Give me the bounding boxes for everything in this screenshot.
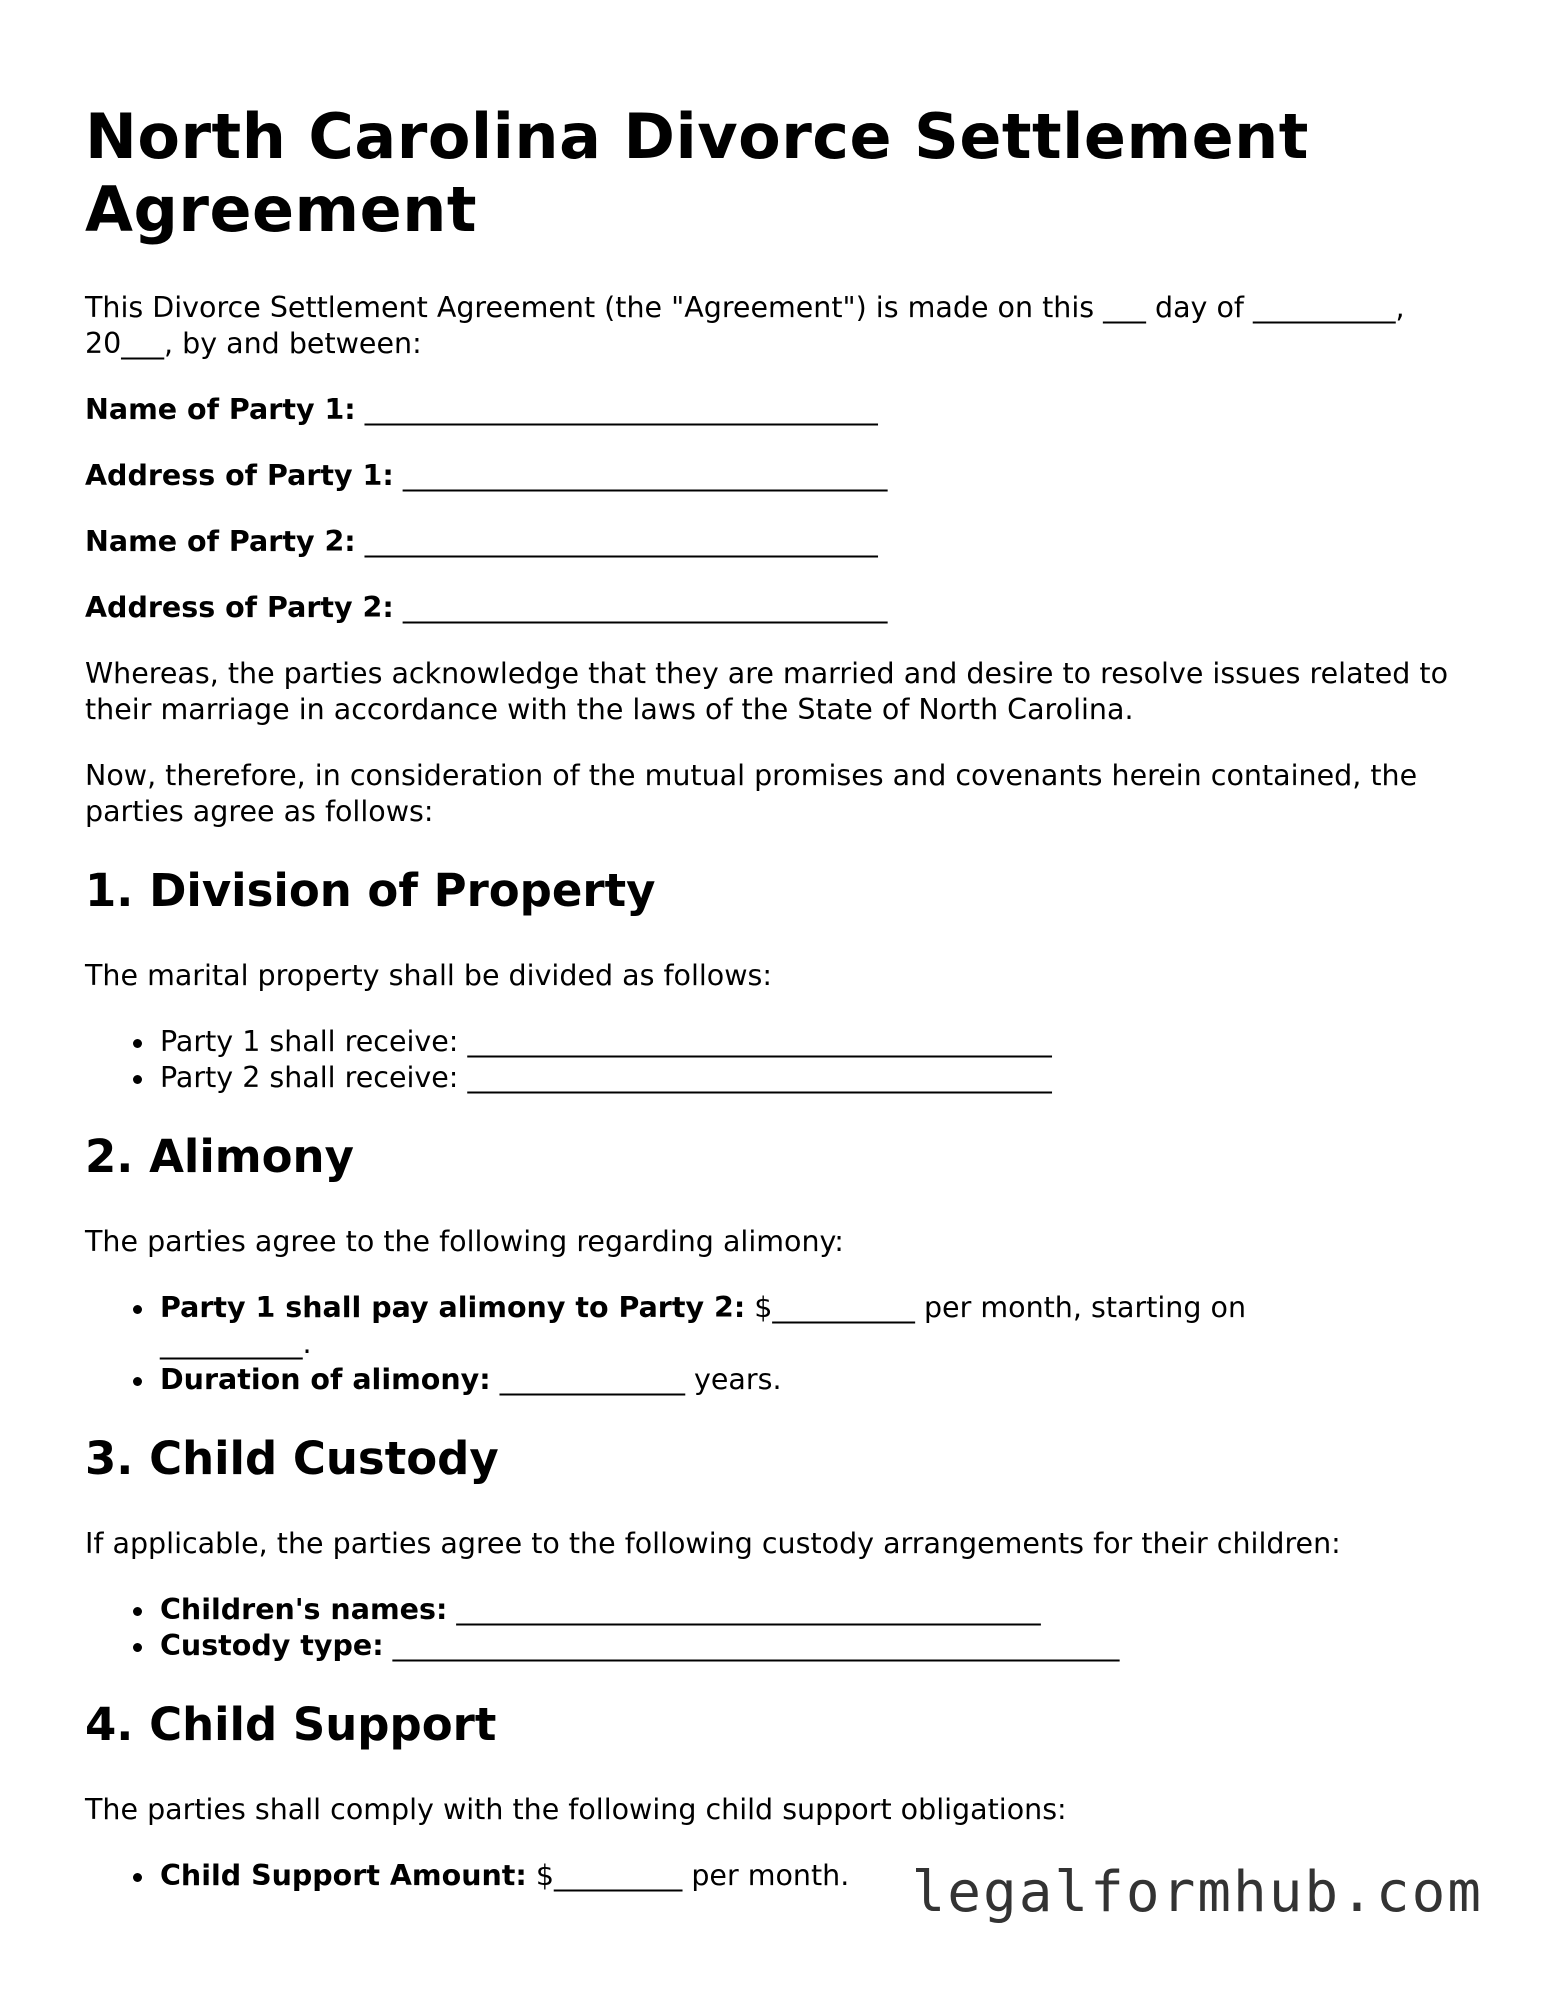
section-alimony-text: The parties agree to the following regarding alimony: — [85, 1225, 844, 1258]
now-therefore-paragraph: Now, therefore, in consideration of the mutual promises and covenants herein contained, the parties agree as follows: — [85, 759, 1418, 828]
list-item — [160, 1628, 1475, 1664]
section-support-heading: 4. Child Support — [85, 1698, 497, 1751]
alimony-payment-label: Party 1 shall pay alimony to Party 2: — [160, 1291, 746, 1324]
section-alimony-heading: 2. Alimony — [85, 1130, 354, 1183]
section-custody-text: If applicable, the parties agree to the following custody arrangements for their children: — [85, 1527, 1341, 1560]
section-support-text: The parties shall comply with the following child support obligations: — [85, 1793, 1067, 1826]
alimony-payment-text: $__________ per month, starting on __________. — [160, 1291, 1247, 1360]
party1-name-field — [85, 392, 1475, 428]
party2-name-blank[interactable]: ____________________________________ — [364, 525, 878, 558]
whereas-paragraph: Whereas, the parties acknowledge that they are married and desire to resolve issues related to their marriage in accordance with the laws of the State of North Carolina. — [85, 657, 1449, 726]
list-item: Party 2 shall receive: _________________________________________ — [160, 1060, 1475, 1096]
party1-address-field — [85, 458, 1475, 494]
list-item — [160, 1290, 1475, 1362]
alimony-duration-label: Duration of alimony: — [160, 1363, 491, 1396]
custody-type-blank: ___________________________________________________ — [383, 1629, 1120, 1662]
party2-address-blank[interactable]: __________________________________ — [402, 591, 888, 624]
party1-name-label: Name of Party 1: — [85, 393, 356, 426]
list-item — [160, 1592, 1475, 1628]
party2-name-label: Name of Party 2: — [85, 525, 356, 558]
children-names-label: Children's names: — [160, 1593, 448, 1626]
party2-name-field — [85, 524, 1475, 560]
section-property-heading: 1. Division of Property — [85, 864, 656, 917]
property-list — [85, 1024, 1475, 1096]
alimony-duration-text: _____________ years. — [490, 1363, 782, 1396]
party1-address-label: Address of Party 1: — [85, 459, 394, 492]
custody-type-label: Custody type: — [160, 1629, 384, 1662]
section-property-text: The marital property shall be divided as follows: — [85, 959, 773, 992]
watermark-logo: legalformhub.com — [911, 1860, 1483, 1925]
document-page — [85, 100, 1475, 1924]
support-amount-text: $_________ per month. — [526, 1859, 850, 1892]
intro-paragraph: This Divorce Settlement Agreement (the "Agreement") is made on this ___ day of __________, 20___, by and between: — [85, 291, 1405, 360]
list-item: Party 1 shall receive: _________________________________________ — [160, 1024, 1475, 1060]
custody-list — [85, 1592, 1475, 1664]
document-title: North Carolina Divorce Settlement Agreement — [85, 100, 1309, 246]
section-custody-heading: 3. Child Custody — [85, 1432, 499, 1485]
party2-address-field — [85, 590, 1475, 626]
list-item — [160, 1362, 1475, 1398]
party1-address-blank[interactable]: __________________________________ — [402, 459, 888, 492]
party2-address-label: Address of Party 2: — [85, 591, 394, 624]
alimony-list — [85, 1290, 1475, 1398]
children-names-blank: _________________________________________ — [447, 1593, 1041, 1626]
support-amount-label: Child Support Amount: — [160, 1859, 527, 1892]
party1-name-blank[interactable]: ____________________________________ — [364, 393, 878, 426]
